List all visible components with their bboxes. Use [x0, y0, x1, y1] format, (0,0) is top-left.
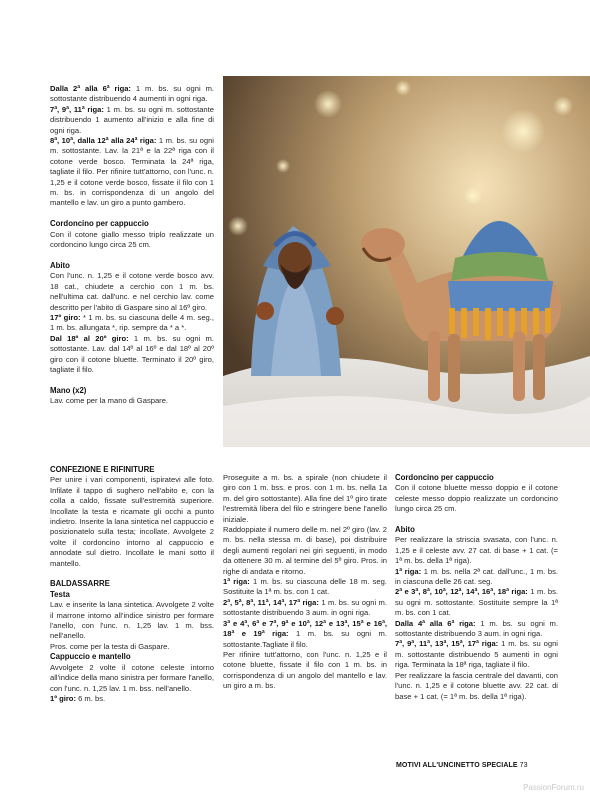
- instruction-paragraph: [223, 619, 387, 650]
- instruction-paragraph: [223, 598, 387, 619]
- instruction-text: 1 m. bs. su ogni m. sottostante distribuendo 1 aumento all'inizio e alla fine di ogni riga.: [50, 104, 214, 135]
- row-label: Dalla 2ª alla 6ª riga:: [50, 84, 131, 93]
- instruction-text: Per unire i vari componenti, ispiratevi alle foto. Infilate il tappo di sughero nell'abito e, con la colla a caldo, fissate sull'estremità superiore. Incollate la testa e ricamate gli occhi a punto indietro. Inserite la lana sintetica nel cappuccio e posizionatelo sulla testa; incollate. Avvolgete 2 volte il cordoncino intorno al cappuccio e annodate sul dietro. Incollate le mani sotto il mantello.: [50, 475, 214, 568]
- instruction-text: Per realizzare la striscia svasata, con l'unc. n. 1,25 e il celeste avv. 27 cat. di base + 1 cat. (= 1ª m. bs. della 1ª riga).: [395, 535, 558, 566]
- instruction-paragraph: [50, 694, 214, 704]
- instruction-paragraph: [50, 105, 214, 136]
- instruction-paragraph: [395, 567, 558, 588]
- page-number: 73: [519, 762, 528, 769]
- instruction-paragraph: [395, 639, 558, 670]
- section-heading: CONFEZIONE E RIFINITURE: [50, 465, 155, 474]
- section-heading: Cappuccio e mantello: [50, 652, 131, 662]
- row-label: 17º giro:: [50, 312, 81, 322]
- instruction-paragraph: [223, 473, 387, 525]
- instruction-text: Con il cotone bluette messo doppio e il cotone celeste messo doppio realizzate un cordoncino lungo circa 25 cm.: [395, 483, 558, 514]
- instruction-text: 1 m. bs. su ogni m. sottostante distribuendo 4 aumenti in ogni riga.: [50, 84, 215, 104]
- instruction-paragraph: [50, 600, 214, 642]
- instruction-text: Con l'unc. n. 1,25 e il cotone verde bosco avv. 18 cat., chiudete a cerchio con 1 m. bs. nell'ultima cat. dall'unc. e nel cerchio lav. come descritto per l'abito di Gaspare sino al 16º giro.: [50, 271, 214, 312]
- row-label: 1º giro:: [50, 693, 76, 703]
- row-label: 7ª, 9ª, 11ª riga:: [50, 104, 104, 114]
- row-label: 1ª riga:: [223, 577, 250, 587]
- section-heading: Mano (x2): [50, 385, 87, 395]
- instruction-text: 1 m. bs. su ogni m. sottostante distribuendo 3 aum. in ogni riga.: [223, 597, 387, 618]
- instruction-text: Proseguite a m. bs. a spirale (non chiudete il giro con 1 m. bss. e pros. con 1 m. bs. nella 1a m. del giro sottostante). Alla fine del 1º giro tirate l'estremità libera del filo e stringere bene l'anello iniziale.: [223, 473, 387, 524]
- section-heading: Abito: [50, 260, 70, 270]
- instruction-text: Lav. come per la mano di Gaspare.: [50, 396, 169, 406]
- instruction-paragraph: [50, 396, 214, 406]
- row-label: Dalla 4ª alla 6ª riga:: [395, 618, 476, 628]
- crochet-nativity-photo: [223, 76, 590, 447]
- instruction-text: 1 m. bs. su ogni m. sottostante distribuendo 5 aumenti in ogni riga. Terminata la 18ª riga, tagliate il filo.: [395, 639, 558, 670]
- instruction-text: Per rifinire tutt'attorno, con l'unc. n. 1,25 e il cotone bluette, fissate il filo con 1 m. bs. in corrispondenza di un angolo del mantello e lav. un giro a m. bs.: [223, 649, 387, 691]
- instruction-text: * 1 m. bs. su ciascuna delle 4 m. seg., 1 m. bs. allungata *, rip. sempre da * a *.: [50, 312, 214, 333]
- section-heading: Cordoncino per cappuccio: [50, 219, 149, 229]
- paragraph-gap: [50, 250, 214, 260]
- row-label: 1ª riga:: [395, 566, 422, 576]
- page-footer: [396, 762, 566, 769]
- instruction-paragraph: [395, 671, 558, 702]
- instruction-text: Avvolgete 2 volte il cotone celeste intorno all'indice della mano sinistra per formare l'anello, con l'unc. n. 1,25 lav. 1 m. bss. nell'anello.: [50, 662, 214, 693]
- paragraph-gap: [50, 375, 214, 385]
- row-label: 8ª, 10ª, dalla 12ª alla 24ª riga:: [50, 136, 157, 146]
- instruction-paragraph: [50, 136, 214, 209]
- instruction-text: 1 m. bs. su ciascuna delle 18 m. seg. Sostituite la 1ª m. bs. con 1 cat.: [223, 577, 387, 597]
- paragraph-gap: [395, 515, 558, 525]
- instruction-paragraph: [223, 525, 387, 577]
- text-column-right: [395, 473, 558, 702]
- instruction-text: 1 m. bs. su ogni m. sottostante. Lav. dal 14º al 16º e dal 18º al 20º giro con il cotone bluette. Terminato il 20º giro, tagliate il filo.: [50, 333, 214, 374]
- magazine-title: MOTIVI ALL'UNCINETTO SPECIALE: [396, 762, 518, 769]
- instruction-paragraph: [395, 619, 558, 640]
- instruction-paragraph: [395, 483, 558, 514]
- instruction-paragraph: [50, 271, 214, 313]
- instruction-text: 1 m. bs. su ogni m. sottostante. Lav. la 21ª e la 22ª riga con il cotone verde bosco. Terminata la 24ª riga, tagliate il filo. Per rifinire tutt'attorno, con l'unc. n. 1,25 e il cotone verde bosco, fissate il filo con 1 m. bs. in corrispondenza di un angolo del mantello e lav. un giro a punto gambero.: [50, 136, 214, 208]
- section-heading: Cordoncino per cappuccio: [395, 473, 494, 482]
- instruction-text: 1 m. bs. su ogni m. sottostante distribuendo 3 aum. in ogni riga.: [395, 618, 558, 639]
- instruction-text: Lav. e inserite la lana sintetica. Avvolgete 2 volte il marrone intorno all'indice sinistro per formare l'anello, con l'unc. n. 1,25 lav. 1 m. bss. nell'anello.: [50, 600, 214, 641]
- instruction-text: 1 m. bs. su ogni m. sottostante. Sostituite sempre la 1ª m. bs. con 1 cat.: [395, 587, 559, 618]
- watermark: PassionForum.ru: [523, 783, 584, 792]
- instruction-paragraph: [395, 587, 558, 618]
- section-heading: BALDASSARRE: [50, 579, 110, 589]
- row-label: 2ª, 5ª, 8ª, 11ª, 14ª, 17ª riga:: [223, 597, 319, 607]
- instruction-text: Raddoppiate il numero delle m. nel 2º giro (lav. 2 m. bs. nella stessa m. di base), poi distribuire degli aumenti regolari nei giri seguenti, in modo da ottenere 30 m. al termine del 5º giro. Pros. in righe di andata e ritorno.: [223, 525, 387, 576]
- instruction-paragraph: [50, 642, 214, 652]
- text-column-left-top: [50, 84, 214, 407]
- paragraph-gap: [50, 209, 214, 219]
- instruction-paragraph: [223, 650, 387, 692]
- section-heading: Testa: [50, 589, 70, 599]
- section-heading: Abito: [395, 525, 415, 535]
- instruction-paragraph: [50, 313, 214, 334]
- instruction-paragraph: [50, 84, 214, 105]
- instruction-text: 1 m. bs. su ogni m. sottostante.Tagliate il filo.: [223, 629, 387, 649]
- instruction-paragraph: [50, 475, 214, 569]
- instruction-text: 1 m. bs. nella 2ª cat. dall'unc., 1 m. bs. in ciascuna delle 26 cat. seg.: [395, 566, 558, 587]
- paragraph-gap: [50, 569, 214, 579]
- row-label: 2ª e 3ª, 8ª, 10ª, 12ª, 14ª, 16ª, 18ª riga:: [395, 587, 528, 597]
- text-column-middle: [223, 473, 387, 692]
- text-column-left-bottom: [50, 465, 214, 704]
- instruction-text: Pros. come per la testa di Gaspare.: [50, 641, 170, 651]
- row-label: 7ª, 9ª, 11ª, 13ª, 15ª, 17ª riga:: [395, 639, 499, 649]
- instruction-text: Per realizzare la fascia centrale del davanti, con l'unc. n. 1,25 e il cotone bluette avv. 22 cat. di base + 1 cat. (= 1ª m. bs. della 1ª riga).: [395, 670, 558, 701]
- row-label: 3ª e 4ª, 6ª e 7ª, 9ª e 10ª, 12ª e 13ª, 15ª e 16ª, 18ª e 19ª riga:: [223, 618, 387, 639]
- row-label: Dal 18º al 20º giro:: [50, 333, 129, 343]
- instruction-paragraph: [50, 663, 214, 694]
- instruction-paragraph: [395, 535, 558, 566]
- instruction-text: Con il cotone giallo messo triplo realizzate un cordoncino lungo circa 25 cm.: [50, 229, 214, 250]
- instruction-paragraph: [50, 334, 214, 376]
- instruction-paragraph: [50, 230, 214, 251]
- instruction-paragraph: [223, 577, 387, 598]
- instruction-text: 6 m. bs.: [75, 693, 106, 703]
